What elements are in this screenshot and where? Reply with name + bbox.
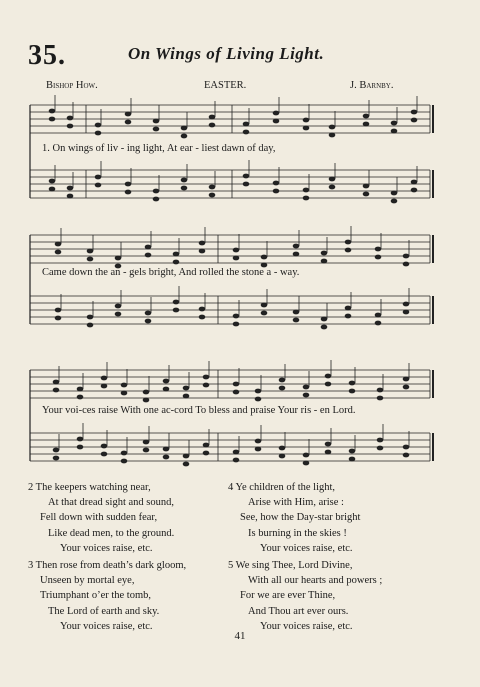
note-head bbox=[349, 449, 356, 454]
note-head bbox=[183, 454, 190, 459]
note-head bbox=[403, 310, 410, 315]
verse-line: Unseen by mortal eye, bbox=[40, 575, 135, 587]
note-head bbox=[199, 241, 206, 246]
note-head bbox=[403, 302, 410, 307]
note-head bbox=[125, 190, 132, 195]
note-head bbox=[325, 374, 332, 379]
verse-line: With all our hearts and powers ; bbox=[248, 575, 383, 587]
note-head bbox=[403, 385, 410, 390]
note-head bbox=[375, 313, 382, 318]
note-head bbox=[121, 391, 128, 396]
verse-refrain: Your voices raise, etc. bbox=[260, 542, 353, 554]
note-head bbox=[303, 461, 310, 466]
note-head bbox=[77, 437, 84, 442]
note-head bbox=[143, 398, 150, 403]
note-head bbox=[255, 389, 262, 394]
composer-credit: J. Barnby. bbox=[350, 80, 394, 91]
note-head bbox=[293, 310, 300, 315]
note-head bbox=[321, 325, 328, 330]
note-head bbox=[363, 122, 370, 127]
note-head bbox=[163, 447, 170, 452]
note-head bbox=[87, 257, 94, 262]
note-head bbox=[321, 259, 328, 264]
author-credit: Bishop How. bbox=[46, 80, 98, 91]
note-head bbox=[203, 451, 210, 456]
note-head bbox=[273, 119, 280, 124]
verse-line: 4 Ye children of the light, bbox=[228, 482, 336, 493]
note-head bbox=[255, 447, 262, 452]
note-head bbox=[345, 314, 352, 319]
note-head bbox=[243, 122, 250, 127]
note-head bbox=[329, 133, 336, 138]
note-head bbox=[255, 397, 262, 402]
note-head bbox=[325, 450, 332, 455]
note-head bbox=[87, 249, 94, 254]
note-head bbox=[67, 186, 74, 191]
note-head bbox=[49, 179, 56, 184]
lyric-line-1: 1. On wings of liv - ing light, At ear - liest dawn of day, bbox=[42, 143, 276, 154]
note-head bbox=[391, 191, 398, 196]
note-head bbox=[391, 199, 398, 204]
note-head bbox=[77, 387, 84, 392]
page-number: 41 bbox=[234, 630, 246, 642]
note-head bbox=[329, 185, 336, 190]
note-head bbox=[49, 109, 56, 114]
note-head bbox=[55, 250, 62, 255]
note-head bbox=[181, 186, 188, 191]
note-head bbox=[233, 382, 240, 387]
note-head bbox=[101, 452, 108, 457]
note-head bbox=[209, 185, 216, 190]
note-head bbox=[411, 180, 418, 185]
note-head bbox=[145, 253, 152, 258]
note-head bbox=[49, 117, 56, 122]
note-head bbox=[173, 252, 180, 257]
note-head bbox=[411, 110, 418, 115]
lyric-line-2: Came down the an - gels bright, And rolled the stone a - way. bbox=[42, 267, 300, 278]
note-head bbox=[95, 131, 102, 136]
note-head bbox=[303, 453, 310, 458]
note-head bbox=[145, 319, 152, 324]
verse-4 bbox=[228, 480, 360, 556]
note-head bbox=[279, 386, 286, 391]
note-head bbox=[303, 126, 310, 131]
note-head bbox=[345, 240, 352, 245]
note-head bbox=[87, 323, 94, 328]
note-head bbox=[173, 260, 180, 265]
note-head bbox=[403, 377, 410, 382]
note-head bbox=[145, 311, 152, 316]
note-head bbox=[121, 459, 128, 464]
note-head bbox=[183, 394, 190, 399]
note-head bbox=[321, 251, 328, 256]
note-head bbox=[145, 245, 152, 250]
note-head bbox=[233, 390, 240, 395]
note-head bbox=[261, 255, 268, 260]
note-head bbox=[329, 177, 336, 182]
note-head bbox=[233, 248, 240, 253]
note-head bbox=[377, 396, 384, 401]
note-head bbox=[203, 375, 210, 380]
note-head bbox=[411, 118, 418, 123]
lyric-line-3: Your voi-ces raise With one ac-cord To bless and praise Your ris - en Lord. bbox=[42, 405, 356, 416]
verse-line: For we are ever Thine, bbox=[240, 590, 336, 602]
note-head bbox=[153, 197, 160, 202]
note-head bbox=[95, 175, 102, 180]
occasion-label: EASTER. bbox=[204, 80, 247, 91]
note-head bbox=[233, 256, 240, 261]
verse-refrain: Your voices raise, etc. bbox=[60, 620, 153, 632]
note-head bbox=[67, 194, 74, 199]
note-head bbox=[303, 188, 310, 193]
verse-3 bbox=[28, 558, 186, 634]
note-head bbox=[209, 123, 216, 128]
verse-line: And Thou art ever ours. bbox=[248, 605, 349, 617]
note-head bbox=[261, 311, 268, 316]
note-head bbox=[163, 455, 170, 460]
note-head bbox=[49, 187, 56, 192]
note-head bbox=[125, 112, 132, 117]
note-head bbox=[87, 315, 94, 320]
note-head bbox=[163, 379, 170, 384]
verse-line: See, how the Day-star bright bbox=[240, 512, 361, 524]
note-head bbox=[95, 183, 102, 188]
note-head bbox=[329, 125, 336, 130]
note-head bbox=[95, 123, 102, 128]
note-head bbox=[255, 439, 262, 444]
hymn-title: On Wings of Living Light. bbox=[128, 44, 325, 63]
note-head bbox=[115, 312, 122, 317]
verse-line: 5 We sing Thee, Lord Divine, bbox=[228, 560, 353, 571]
note-head bbox=[349, 457, 356, 462]
note-head bbox=[153, 189, 160, 194]
note-head bbox=[173, 308, 180, 313]
note-head bbox=[273, 181, 280, 186]
note-head bbox=[303, 118, 310, 123]
note-head bbox=[273, 111, 280, 116]
note-head bbox=[101, 376, 108, 381]
note-head bbox=[411, 188, 418, 193]
note-head bbox=[101, 384, 108, 389]
note-head bbox=[293, 318, 300, 323]
note-head bbox=[261, 303, 268, 308]
note-head bbox=[77, 445, 84, 450]
note-head bbox=[125, 120, 132, 125]
note-head bbox=[391, 121, 398, 126]
note-head bbox=[233, 322, 240, 327]
note-head bbox=[279, 454, 286, 459]
verse-refrain: Your voices raise, etc. bbox=[260, 620, 353, 632]
note-head bbox=[243, 130, 250, 135]
note-head bbox=[53, 448, 60, 453]
note-head bbox=[55, 316, 62, 321]
note-head bbox=[279, 378, 286, 383]
note-head bbox=[279, 446, 286, 451]
note-head bbox=[243, 174, 250, 179]
note-head bbox=[403, 262, 410, 267]
note-head bbox=[391, 129, 398, 134]
note-head bbox=[121, 383, 128, 388]
verse-line: 2 The keepers watching near, bbox=[28, 482, 151, 493]
note-head bbox=[143, 448, 150, 453]
note-head bbox=[303, 196, 310, 201]
note-head bbox=[181, 178, 188, 183]
note-head bbox=[363, 192, 370, 197]
note-head bbox=[377, 446, 384, 451]
verse-line: Fell down with sudden fear, bbox=[40, 512, 158, 524]
hymn-number: 35. bbox=[28, 40, 66, 71]
note-head bbox=[203, 383, 210, 388]
note-head bbox=[125, 182, 132, 187]
note-head bbox=[325, 442, 332, 447]
note-head bbox=[209, 193, 216, 198]
verse-line: Is burning in the skies ! bbox=[248, 527, 347, 539]
note-head bbox=[67, 124, 74, 129]
verse-line: Like dead men, to the ground. bbox=[48, 527, 175, 539]
note-head bbox=[293, 252, 300, 257]
note-head bbox=[153, 119, 160, 124]
note-head bbox=[403, 254, 410, 259]
note-head bbox=[375, 247, 382, 252]
verse-line: At that dread sight and sound, bbox=[48, 497, 174, 509]
note-head bbox=[53, 388, 60, 393]
note-head bbox=[67, 116, 74, 121]
note-head bbox=[53, 380, 60, 385]
note-head bbox=[183, 462, 190, 467]
note-head bbox=[53, 456, 60, 461]
note-head bbox=[377, 388, 384, 393]
verse-line: The Lord of earth and sky. bbox=[48, 605, 160, 617]
note-head bbox=[375, 255, 382, 260]
note-head bbox=[273, 189, 280, 194]
verse-2 bbox=[28, 480, 174, 556]
note-head bbox=[199, 249, 206, 254]
note-head bbox=[101, 444, 108, 449]
note-head bbox=[349, 381, 356, 386]
note-head bbox=[183, 386, 190, 391]
note-head bbox=[203, 443, 210, 448]
note-head bbox=[153, 127, 160, 132]
note-head bbox=[345, 248, 352, 253]
note-head bbox=[303, 385, 310, 390]
note-head bbox=[55, 308, 62, 313]
note-head bbox=[181, 126, 188, 131]
note-head bbox=[143, 390, 150, 395]
note-head bbox=[345, 306, 352, 311]
note-head bbox=[55, 242, 62, 247]
note-head bbox=[303, 393, 310, 398]
note-head bbox=[349, 389, 356, 394]
note-head bbox=[243, 182, 250, 187]
verse-5 bbox=[228, 558, 382, 634]
note-head bbox=[209, 115, 216, 120]
note-head bbox=[377, 438, 384, 443]
note-head bbox=[77, 395, 84, 400]
note-head bbox=[115, 256, 122, 261]
note-head bbox=[233, 458, 240, 463]
note-head bbox=[173, 300, 180, 305]
note-head bbox=[321, 317, 328, 322]
note-head bbox=[163, 387, 170, 392]
note-head bbox=[233, 450, 240, 455]
verse-refrain: Your voices raise, etc. bbox=[60, 542, 153, 554]
note-head bbox=[199, 315, 206, 320]
note-head bbox=[363, 184, 370, 189]
verse-line: Triumphant o’er the tomb, bbox=[40, 590, 152, 602]
note-head bbox=[199, 307, 206, 312]
note-head bbox=[325, 382, 332, 387]
note-head bbox=[233, 314, 240, 319]
note-head bbox=[403, 445, 410, 450]
note-head bbox=[363, 114, 370, 119]
note-head bbox=[181, 134, 188, 139]
note-head bbox=[375, 321, 382, 326]
verse-line: 3 Then rose from death’s dark gloom, bbox=[28, 560, 187, 571]
note-head bbox=[143, 440, 150, 445]
verse-line: Arise with Him, arise : bbox=[248, 497, 344, 509]
note-head bbox=[293, 244, 300, 249]
note-head bbox=[121, 451, 128, 456]
note-head bbox=[403, 453, 410, 458]
note-head bbox=[115, 304, 122, 309]
